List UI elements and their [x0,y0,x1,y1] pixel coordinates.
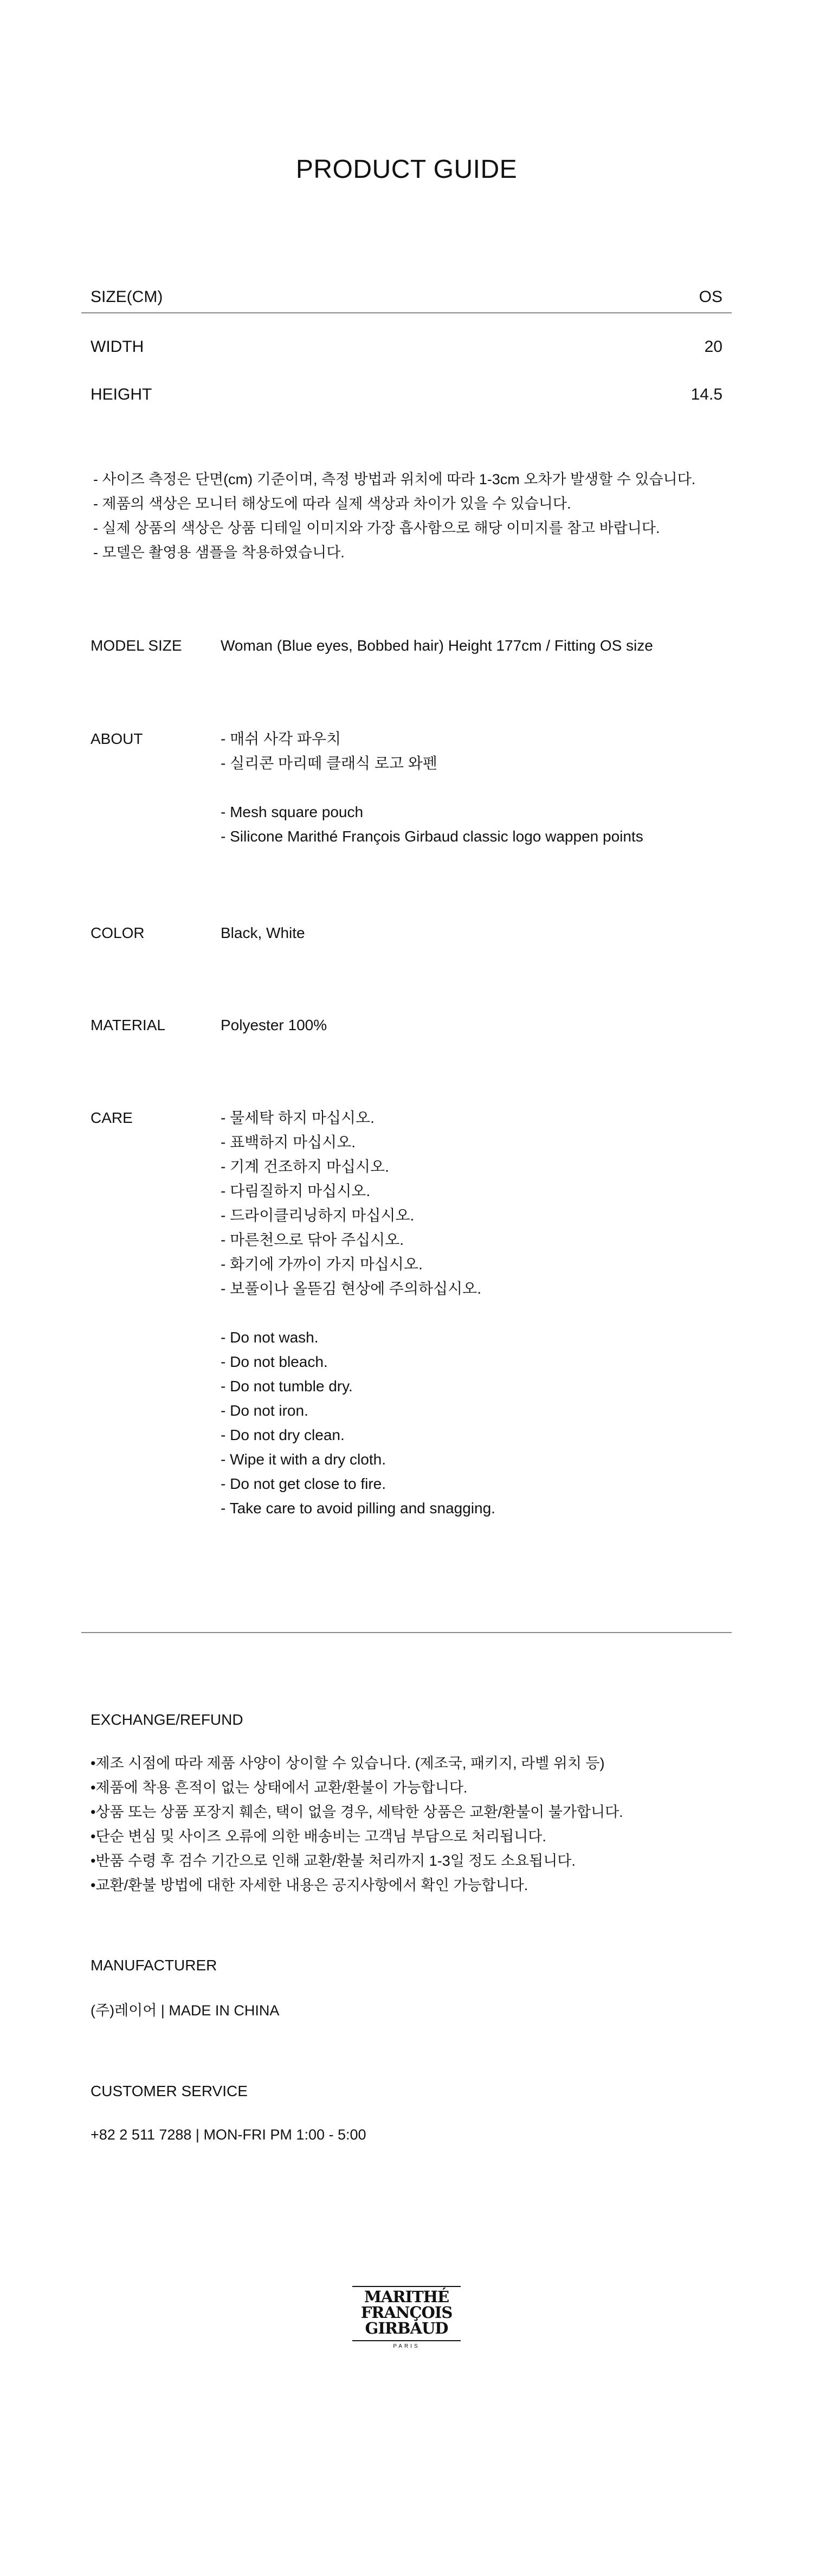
spec-line: Black, White [221,924,305,941]
spec-line: - Silicone Marithé François Girbaud classic logo wappen points [221,828,643,845]
size-row-height [81,371,732,419]
size-table-header [81,282,732,313]
policy-line: •제조 시점에 따라 제품 사양이 상이할 수 있습니다. (제조국, 패키지, 라벨 위치 등) [91,1755,605,1771]
spec-label: CARE [91,1109,133,1126]
logo-line: MARITHÉ [364,2288,449,2306]
customer-service-heading: CUSTOMER SERVICE [91,2083,248,2099]
page-title: PRODUCT GUIDE [295,155,518,184]
spec-value [221,921,305,945]
size-row-label: WIDTH [91,338,144,356]
policy-line: •상품 또는 상품 포장지 훼손, 택이 없을 경우, 세탁한 상품은 교환/환불이 불가합니다. [91,1804,623,1820]
policy-line: •교환/환불 방법에 대한 자세한 내용은 공지사항에서 확인 가능합니다. [91,1877,528,1893]
spec-value [221,633,653,658]
manufacturer-heading: MANUFACTURER [91,1957,217,1974]
logo-line: FRANÇOIS [360,2303,453,2322]
logo-line: GIRBAUD [365,2319,448,2337]
spec-line: - Do not tumble dry. [221,1378,353,1395]
policy-line: •반품 수령 후 검수 기간으로 인해 교환/환불 처리까지 1-3일 정도 소요됩니다. [91,1853,576,1869]
spec-line [221,1301,495,1325]
spec-line: - 드라이클리닝하지 마십시오. [221,1207,415,1224]
exchange-policy [91,1751,623,1898]
spec-line: - 실리콘 마리떼 클래식 로고 와펜 [221,755,437,772]
spec-line: Polyester 100% [221,1017,327,1033]
logo-rule-top [352,2286,461,2287]
logo-rule-bottom [352,2340,461,2341]
spec-line: - Mesh square pouch [221,804,364,820]
brand-logo [352,2286,461,2352]
section-divider [81,1632,732,1633]
spec-line: - 마른천으로 닦아 주십시오. [221,1231,404,1248]
size-row-value: 20 [704,338,722,356]
size-header-label: SIZE(CM) [91,288,163,306]
spec-line: - Wipe it with a dry cloth. [221,1451,386,1468]
spec-line: - Take care to avoid pilling and snagging. [221,1500,495,1517]
spec-label: MODEL SIZE [91,637,182,654]
note-line: - 사이즈 측정은 단면(cm) 기준이며, 측정 방법과 위치에 따라 1-3cm 오차가 발생할 수 있습니다. [93,471,696,487]
spec-label: ABOUT [91,730,143,747]
size-header-value: OS [699,288,722,306]
size-row-value: 14.5 [691,386,722,403]
spec-line: - 표백하지 마십시오. [221,1134,356,1151]
note-line: - 제품의 색상은 모니터 해상도에 따라 실제 색상과 차이가 있을 수 있습니다. [93,496,571,512]
spec-line: - Do not get close to fire. [221,1475,386,1492]
spec-line: - 다림질하지 마십시오. [221,1183,371,1199]
spec-line: - Do not wash. [221,1329,319,1346]
note-line: - 모델은 촬영용 샘플을 착용하였습니다. [93,544,345,561]
spec-value [221,1106,495,1520]
note-line: - 실제 상품의 색상은 상품 디테일 이미지와 가장 흡사함으로 해당 이미지를 참고 바랍니다. [93,520,660,536]
policy-line: •제품에 착용 흔적이 없는 상태에서 교환/환불이 가능합니다. [91,1780,468,1796]
spec-line: - Do not dry clean. [221,1427,345,1443]
size-table [81,282,732,419]
logo-subtitle: PARIS [393,2343,420,2349]
spec-line: - 물세탁 하지 마십시오. [221,1109,375,1126]
spec-line: - 보풀이나 올뜯김 현상에 주의하십시오. [221,1280,481,1297]
size-notes [93,467,695,565]
size-row-width [81,323,732,371]
spec-line: - Do not iron. [221,1402,308,1419]
spec-line [221,775,643,800]
spec-line: Woman (Blue eyes, Bobbed hair) Height 177cm / Fitting OS size [221,637,653,654]
spec-value [221,1013,327,1037]
policy-line: •단순 변심 및 사이즈 오류에 의한 배송비는 고객님 부담으로 처리됩니다. [91,1828,546,1845]
spec-line: - Do not bleach. [221,1353,328,1370]
logo-wordmark [352,2289,461,2336]
spec-value [221,727,643,849]
spec-line: - 매쉬 사각 파우치 [221,730,341,747]
spec-line: - 기계 건조하지 마십시오. [221,1158,389,1175]
spec-line: - 화기에 가까이 가지 마십시오. [221,1256,423,1273]
spec-label: MATERIAL [91,1017,165,1033]
customer-service-value: +82 2 511 7288 | MON-FRI PM 1:00 - 5:00 [91,2127,366,2143]
size-row-label: HEIGHT [91,386,152,403]
manufacturer-value: (주)레이어 | MADE IN CHINA [91,2002,280,2019]
exchange-heading: EXCHANGE/REFUND [91,1711,243,1728]
spec-label: COLOR [91,924,145,941]
